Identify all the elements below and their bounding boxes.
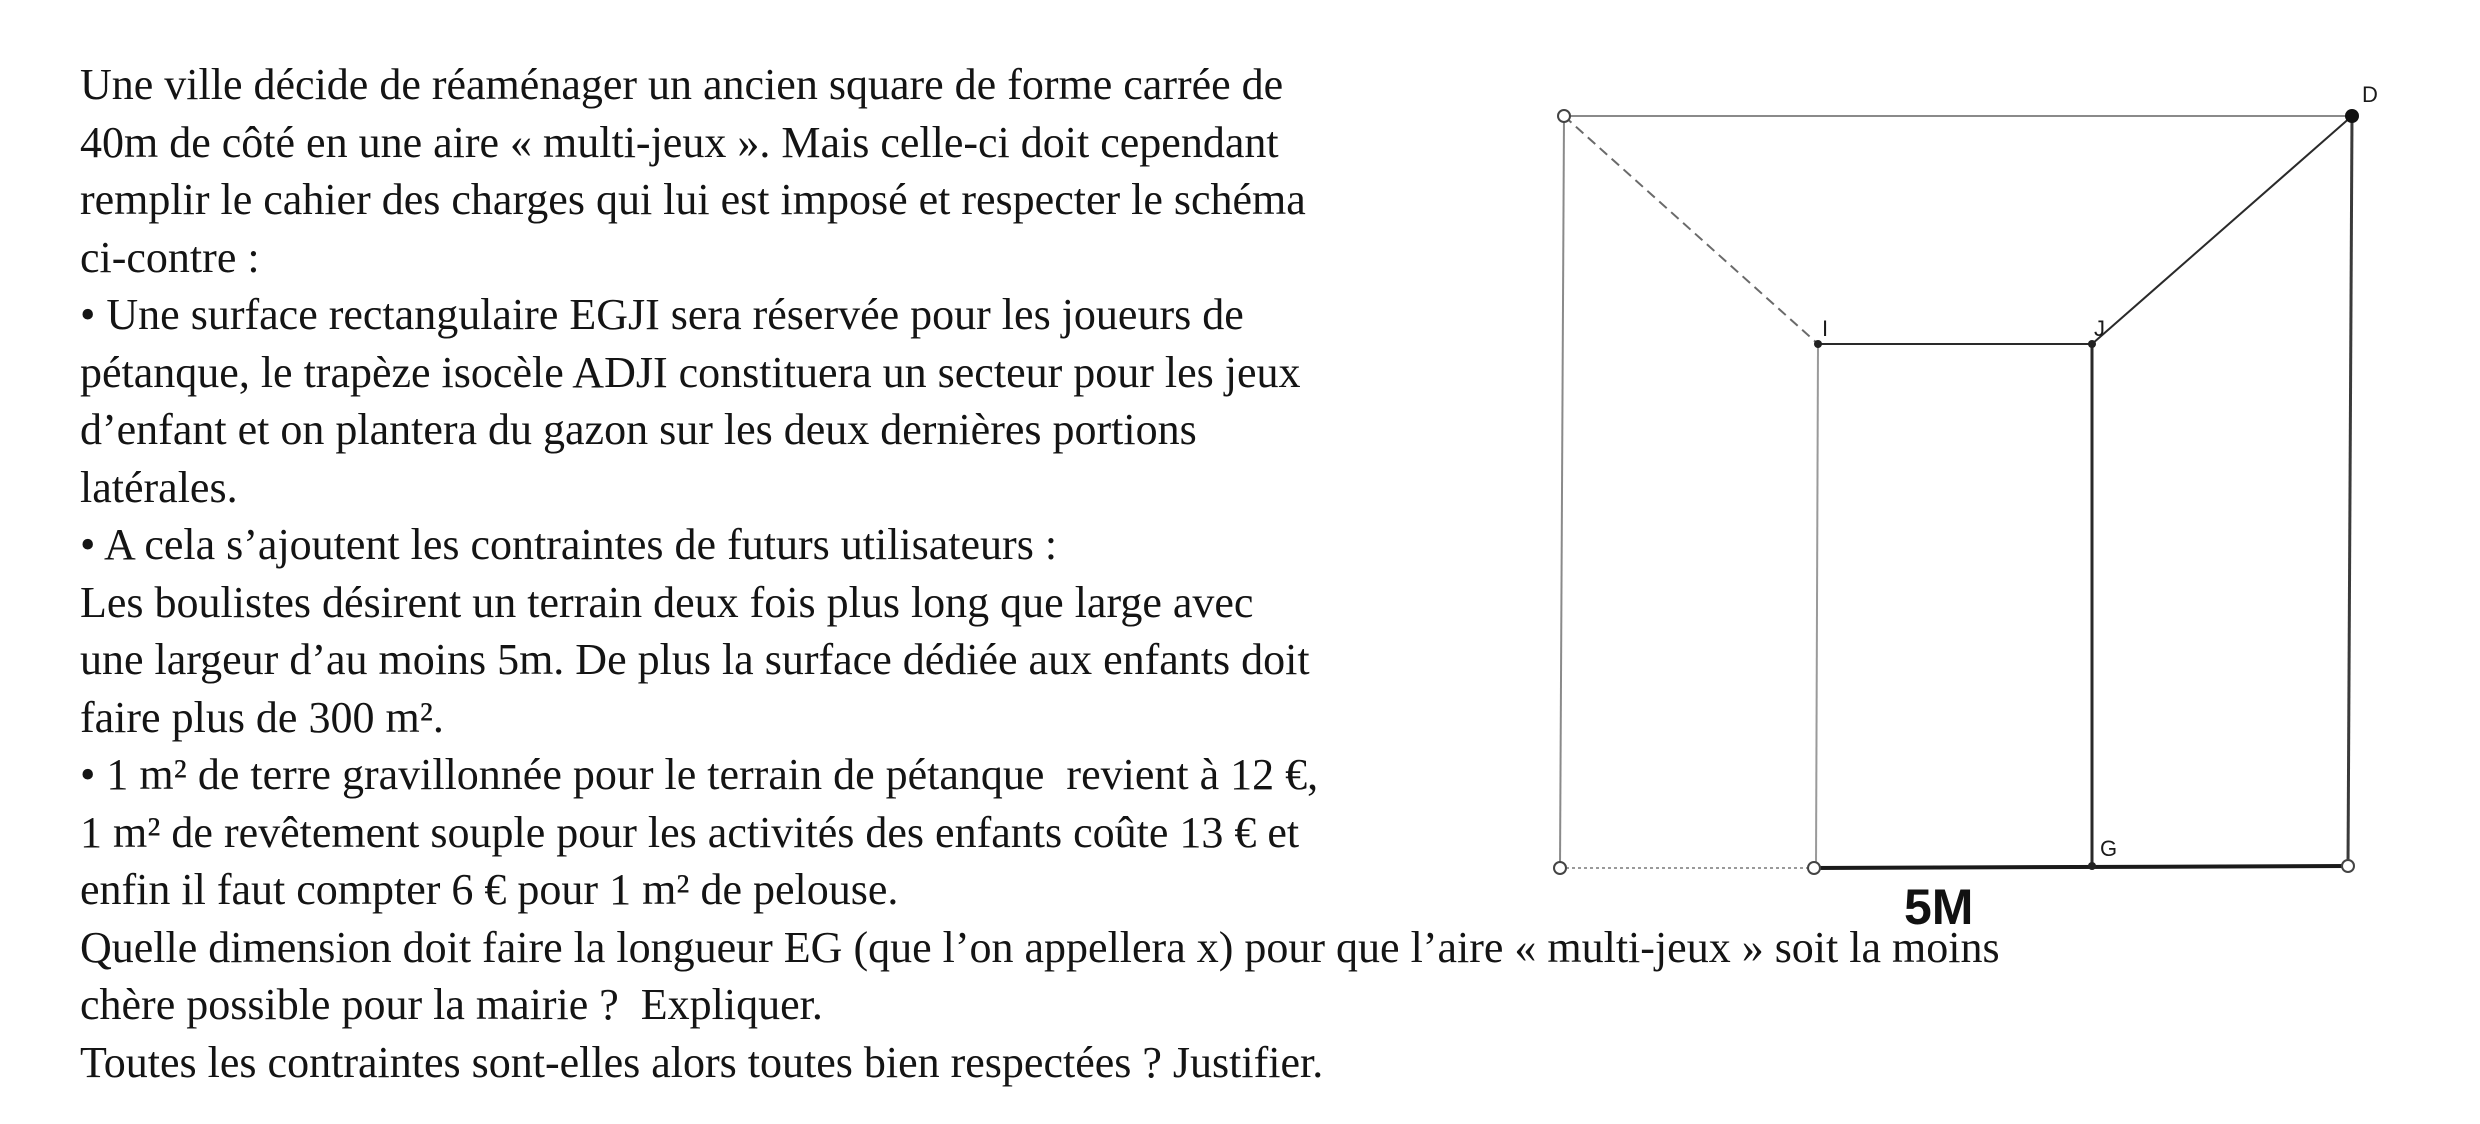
statement-line-2: 40m de côté en une aire « multi-jeux ». Mais celle-ci doit cependant [80,117,1279,167]
handwritten-5m-note: 5M [1904,879,1974,935]
point-A-marker [1558,110,1570,122]
statement-line-9: • A cela s’ajoutent les contraintes de futurs utilisateurs : [80,520,1058,569]
point-G-marker [2088,862,2096,870]
statement-line-16: Quelle dimension doit faire la longueur EG (que l’on appellera x) pour que l’aire « multi-jeux » soit la moins [80,922,2000,972]
statement-line-8: latérales. [80,462,238,512]
trapezoid-left-leg [1564,116,1818,344]
point-I-marker [1814,340,1822,348]
statement-line-18: Toutes les contraintes sont-elles alors toutes bien respectées ? Justifier. [80,1037,1324,1087]
label-D: D [2362,82,2378,107]
label-I: I [1822,316,1829,341]
schema-svg [1540,60,2400,940]
label-G: G [2100,836,2118,861]
statement-line-6: pétanque, le trapèze isocèle ADJI constituera un secteur pour les jeux [80,347,1301,397]
label-J: J [2094,316,2105,341]
point-E-marker [1808,862,1820,874]
point-D-marker [2345,109,2359,123]
statement-line-7: d’enfant et on plantera du gazon sur les deux dernières portions [80,405,1197,454]
statement-line-14: 1 m² de revêtement souple pour les activités des enfants coûte 13 € et [80,807,1300,857]
segment-EI [1816,344,1818,866]
statement-line-12: faire plus de 300 m². [80,692,444,742]
statement-line-4: ci-contre : [80,232,260,282]
statement-line-15: enfin il faut compter 6 € pour 1 m² de pelouse. [80,865,899,914]
statement-line-3: remplir le cahier des charges qui lui est imposé et respecter le schéma [80,175,1306,224]
left-side-line [1560,116,1564,868]
statement-line-10: Les boulistes désirent un terrain deux fois plus long que large avec [80,577,1254,627]
statement-line-5: • Une surface rectangulaire EGJI sera réservée pour les joueurs de [80,290,1244,339]
statement-line-13: • 1 m² de terre gravillonnée pour le terrain de pétanque revient à 12 €, [80,750,1319,799]
statement-line-11: une largeur d’au moins 5m. De plus la surface dédiée aux enfants doit [80,635,1310,684]
statement-line-1: Une ville décide de réaménager un ancien square de forme carrée de [80,60,1284,109]
right-side-line [2348,116,2352,866]
trapezoid-right-leg [2092,116,2352,344]
point-J-marker [2088,340,2096,348]
point-bottom-right-marker [2342,860,2354,872]
point-bottom-left-marker [1554,862,1566,874]
bottom-segment-EG [1812,866,2348,868]
square-schema-figure [1540,60,2400,940]
statement-line-17: chère possible pour la mairie ? Expliquer. [80,980,823,1029]
